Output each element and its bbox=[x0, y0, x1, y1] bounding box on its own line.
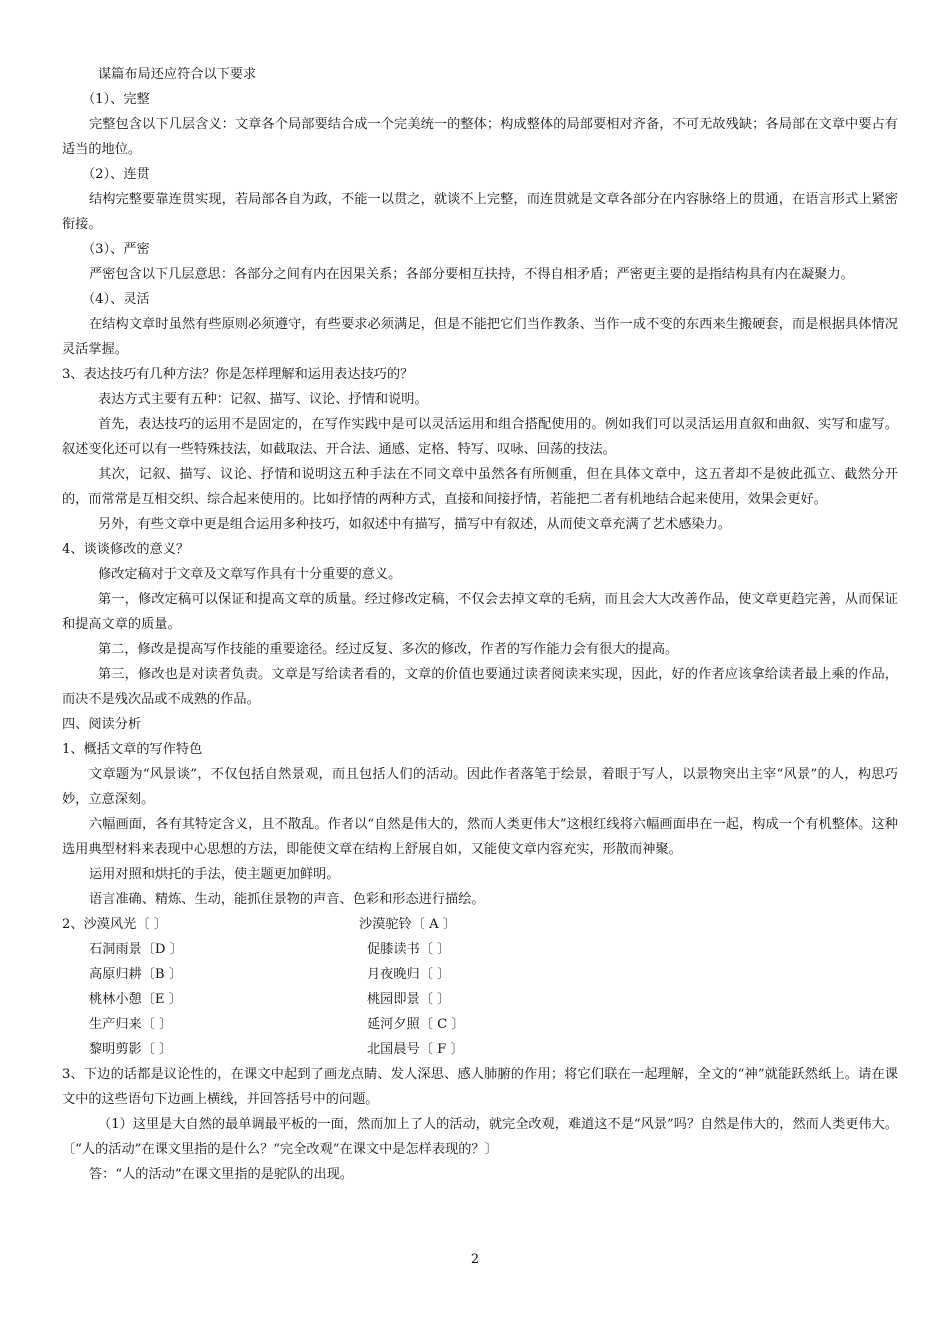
paragraph-flexible: 在结构文章时虽然有些原则必须遵守，有些要求必须满足，但是不能把它们当作教条、当作一成不变的东西来生搬硬套，而是根据具体情况灵活掌握。 bbox=[62, 317, 898, 357]
matching-right-item: 桃园即景〔 〕 bbox=[367, 992, 451, 1007]
paragraph-complete: 完整包含以下几层含义：文章各个局部要结合成一个完美统一的整体；构成整体的局部要相对齐备，不可无故残缺；各局部在文章中要占有适当的地位。 bbox=[62, 117, 898, 157]
question-4-heading: 4、谈谈修改的意义？ bbox=[62, 542, 190, 557]
matching-right-item: 月夜晚归〔 〕 bbox=[367, 967, 451, 982]
reading-q3-prompt: 3、下边的话都是议论性的，在课文中起到了画龙点睛、发人深思、感人肺腑的作用；将它们联在一起理解，全文的“神”就能跃然纸上。请在课文中的这些语句下边画上横线，并回答括号中的问题。 bbox=[62, 1067, 898, 1107]
reading-q1-p4: 语言准确、精炼、生动，能抓住景物的声音、色彩和形态进行描绘。 bbox=[89, 892, 485, 907]
answer-4-p1: 修改定稿对于文章及文章写作具有十分重要的意义。 bbox=[98, 567, 402, 582]
matching-left-header: 2、沙漠风光〔 〕 bbox=[62, 917, 167, 932]
answer-3-p2: 首先，表达技巧的运用不是固定的，在写作实践中是可以灵活运用和组合搭配使用的。例如我们可以灵活运用直叙和曲叙、实写和虚写。叙述变化还可以有一些特殊技法，如截取法、开合法、通感、定格、特写、叹咏、回荡的技法。 bbox=[62, 417, 898, 457]
matching-row bbox=[89, 937, 898, 962]
reading-q1-p1: 文章题为“风景谈”，不仅包括自然景观，而且包括人们的活动。因此作者落笔于绘景，着眼于写人，以景物突出主宰“风景”的人，构思巧妙，立意深刻。 bbox=[62, 767, 898, 807]
heading-flexible: （4）、灵活 bbox=[82, 292, 150, 307]
question-3-heading: 3、表达技巧有几种方法？你是怎样理解和运用表达技巧的？ bbox=[62, 367, 414, 382]
matching-right-item: 延河夕照〔 C 〕 bbox=[367, 1017, 465, 1032]
matching-right-item: 促膝读书〔 〕 bbox=[367, 942, 451, 957]
reading-q1-heading: 1、概括文章的写作特色 bbox=[62, 742, 203, 757]
matching-left-item: 石洞雨景〔D 〕 bbox=[89, 942, 183, 957]
heading-complete: （1）、完整 bbox=[82, 92, 150, 107]
reading-q3-answer: 答：“人的活动”在课文里指的是驼队的出现。 bbox=[89, 1167, 354, 1182]
answer-3-p4: 另外，有些文章中更是组合运用多种技巧，如叙述中有描写，描写中有叙述，从而使文章充满了艺术感染力。 bbox=[98, 517, 731, 532]
answer-4-p3: 第二，修改是提高写作技能的重要途径。经过反复、多次的修改，作者的写作能力会有很大的提高。 bbox=[98, 642, 679, 657]
answer-4-p2: 第一，修改定稿可以保证和提高文章的质量。经过修改定稿，不仅会去掉文章的毛病，而且会大大改善作品，使文章更趋完善，从而保证和提高文章的质量。 bbox=[62, 592, 898, 632]
intro-line: 谋篇布局还应符合以下要求 bbox=[98, 67, 257, 82]
matching-header-row bbox=[62, 912, 898, 937]
document-page bbox=[62, 62, 898, 1187]
reading-q1-p3: 运用对照和烘托的手法，使主题更加鲜明。 bbox=[89, 867, 340, 882]
matching-left-item: 桃林小憩〔E 〕 bbox=[89, 992, 182, 1007]
matching-right-header: 沙漠驼铃〔 A 〕 bbox=[359, 917, 457, 932]
heading-coherent: （2）、连贯 bbox=[82, 167, 150, 182]
matching-left-item: 生产归来〔 〕 bbox=[89, 1017, 173, 1032]
matching-choices bbox=[62, 937, 898, 1062]
answer-4-p4: 第三，修改也是对读者负责。文章是写给读者看的，文章的价值也要通过读者阅读来实现，因此，好的作者应该拿给读者最上乘的作品，而决不是残次品或不成熟的作品。 bbox=[62, 667, 898, 707]
matching-row bbox=[89, 1037, 898, 1062]
matching-left-item: 高原归耕〔B 〕 bbox=[89, 967, 183, 982]
section-4-heading: 四、阅读分析 bbox=[62, 717, 142, 732]
answer-3-p1: 表达方式主要有五种：记叙、描写、议论、抒情和说明。 bbox=[98, 392, 428, 407]
matching-row bbox=[89, 962, 898, 987]
matching-row bbox=[89, 1012, 898, 1037]
reading-q3-item-1: （1）这里是大自然的最单调最平板的一面，然而加上了人的活动，就完全改观，难道这不是“风景”吗？自然是伟大的，然而人类更伟大。〔“人的活动”在课文里指的是什么？“完全改观”在课文中是怎样表现的？〕 bbox=[62, 1117, 898, 1157]
matching-right-item: 北国晨号〔 F 〕 bbox=[367, 1042, 464, 1057]
matching-left-item: 黎明剪影〔 〕 bbox=[89, 1042, 173, 1057]
reading-q1-p2: 六幅画面，各有其特定含义，且不散乱。作者以“自然是伟大的，然而人类更伟大”这根红线将六幅画面串在一起，构成一个有机整体。这种选用典型材料来表现中心思想的方法，即能使文章在结构上舒展自如，又能使文章内容充实，形散而神聚。 bbox=[62, 817, 898, 857]
matching-row bbox=[89, 987, 898, 1012]
page-number: 2 bbox=[470, 1252, 480, 1267]
answer-3-p3: 其次，记叙、描写、议论、抒情和说明这五种手法在不同文章中虽然各有所侧重，但在具体文章中，这五者却不是彼此孤立、截然分开的，而常常是互相交织、综合起来使用的。比如抒情的两种方式，直接和间接抒情，若能把二者有机地结合起来使用，效果会更好。 bbox=[62, 467, 898, 507]
paragraph-coherent: 结构完整要靠连贯实现，若局部各自为政，不能一以贯之，就谈不上完整，而连贯就是文章各部分在内容脉络上的贯通，在语言形式上紧密衔接。 bbox=[62, 192, 898, 232]
heading-rigorous: （3）、严密 bbox=[82, 242, 150, 257]
paragraph-rigorous: 严密包含以下几层意思：各部分之间有内在因果关系；各部分要相互扶持，不得自相矛盾；严密更主要的是指结构具有内在凝聚力。 bbox=[89, 267, 854, 282]
